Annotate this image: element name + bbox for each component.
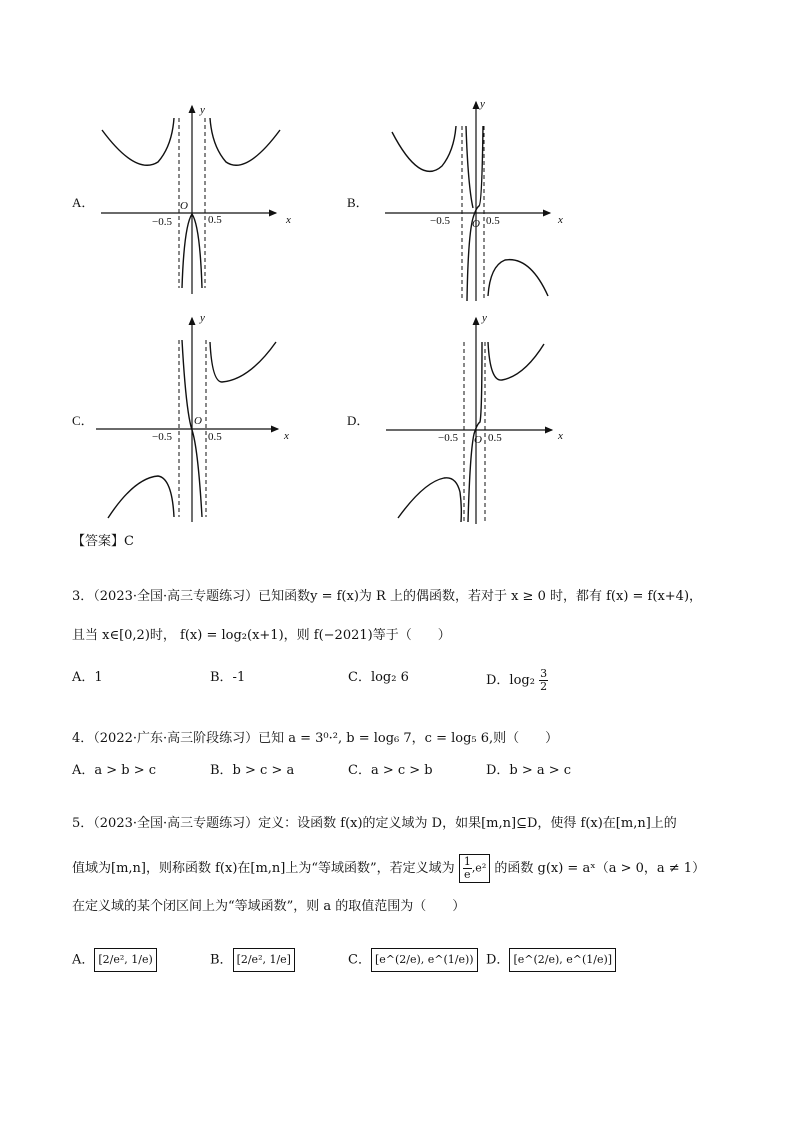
neg-tick-label: −0.5 [152,431,172,443]
pos-tick-label: 0.5 [488,432,502,444]
q3-line2: 且当 x∈[0,2)时， f(x) = log₂(x+1)，则 f(−2021)等于（ ） [72,628,451,643]
q4-line1: 4．（2022·广东·高三阶段练习）已知 a = 3⁰·², b = log₆ 7，c = log₅ 6,则（ ） [72,731,559,746]
q3-option-d [486,668,548,693]
origin-label: O [474,434,482,446]
interval: [2/e², 1/e] [233,948,295,972]
q4-option-a: A．a > b > c [72,763,157,778]
q3-option-a: A．1 [72,670,103,685]
option-label-d: D． [347,413,370,428]
fraction: $\frac{3}{2}$ [540,667,548,693]
q4-option-b: B．b > c > a [210,763,295,778]
interval: [2/e², 1/e) [94,948,156,972]
pos-tick-label: 0.5 [208,214,222,226]
x-axis-label: x [286,214,291,226]
option-label-a: A． [72,195,95,210]
y-axis-label: y [480,98,485,110]
x-axis-label: x [558,214,563,226]
q5-option-c: C． [e^(2/e), e^(1/e)) [348,948,478,972]
q3-option-c: C．log₂ 6 [348,670,409,685]
graph-c [94,312,294,527]
domain-interval: $\frac{1}{e}$ ,e² [459,854,490,883]
q4-option-c: C．a > c > b [348,763,433,778]
q3-line1: 3．（2023·全国·高三专题练习）已知函数y = f(x)为 R 上的偶函数，若对于 x ≥ 0 时，都有 f(x) = f(x+4)， [72,589,703,604]
y-axis-label: y [200,104,205,116]
q3-option-b: B．-1 [210,670,246,685]
q5-line1: 5．（2023·全国·高三专题练习）定义：设函数 f(x)的定义域为 D，如果[m,n]⊆D，使得 f(x)在[m,n]上的 [72,816,677,831]
x-axis-label: x [284,430,289,442]
curve-left-upper [102,118,174,165]
origin-label: O [180,200,188,212]
q5-line3: 在定义域的某个闭区间上为“等域函数”，则 a 的取值范围为（ ） [72,899,466,914]
q4-option-d: D．b > a > c [486,763,572,778]
graph-b [380,96,580,306]
answer-line: 【答案】C [72,534,134,549]
q3-option-d-label: D．log₂ [486,673,535,688]
y-axis-label: y [482,312,487,324]
origin-label: O [472,218,480,230]
q5-option-d: D． [e^(2/e), e^(1/e)] [486,948,616,972]
x-axis-label: x [558,430,563,442]
interval: [e^(2/e), e^(1/e)) [371,948,478,972]
neg-tick-label: −0.5 [152,216,172,228]
origin-label: O [194,415,202,427]
q5-line2-a: 值域为[m,n]，则称函数 f(x)在[m,n]上为“等域函数”，若定义域为 [72,861,455,876]
curve-right-upper [210,118,280,165]
option-label-c: C． [72,413,94,428]
y-axis-label: y [200,312,205,324]
graph-d [384,312,584,527]
q5-option-a: A． [2/e², 1/e) [72,948,157,972]
neg-tick-label: −0.5 [430,215,450,227]
q5-option-b: B． [2/e², 1/e] [210,948,295,972]
graph-a [96,96,296,296]
option-label-b: B． [347,195,369,210]
pos-tick-label: 0.5 [208,431,222,443]
pos-tick-label: 0.5 [486,215,500,227]
q5-line2-b: 的函数 g(x) = aˣ（a > 0，a ≠ 1） [494,861,706,876]
neg-tick-label: −0.5 [438,432,458,444]
fraction: $\frac{1}{e}$ [463,855,471,881]
interval: [e^(2/e), e^(1/e)] [509,948,616,972]
q5-line2 [72,854,705,883]
